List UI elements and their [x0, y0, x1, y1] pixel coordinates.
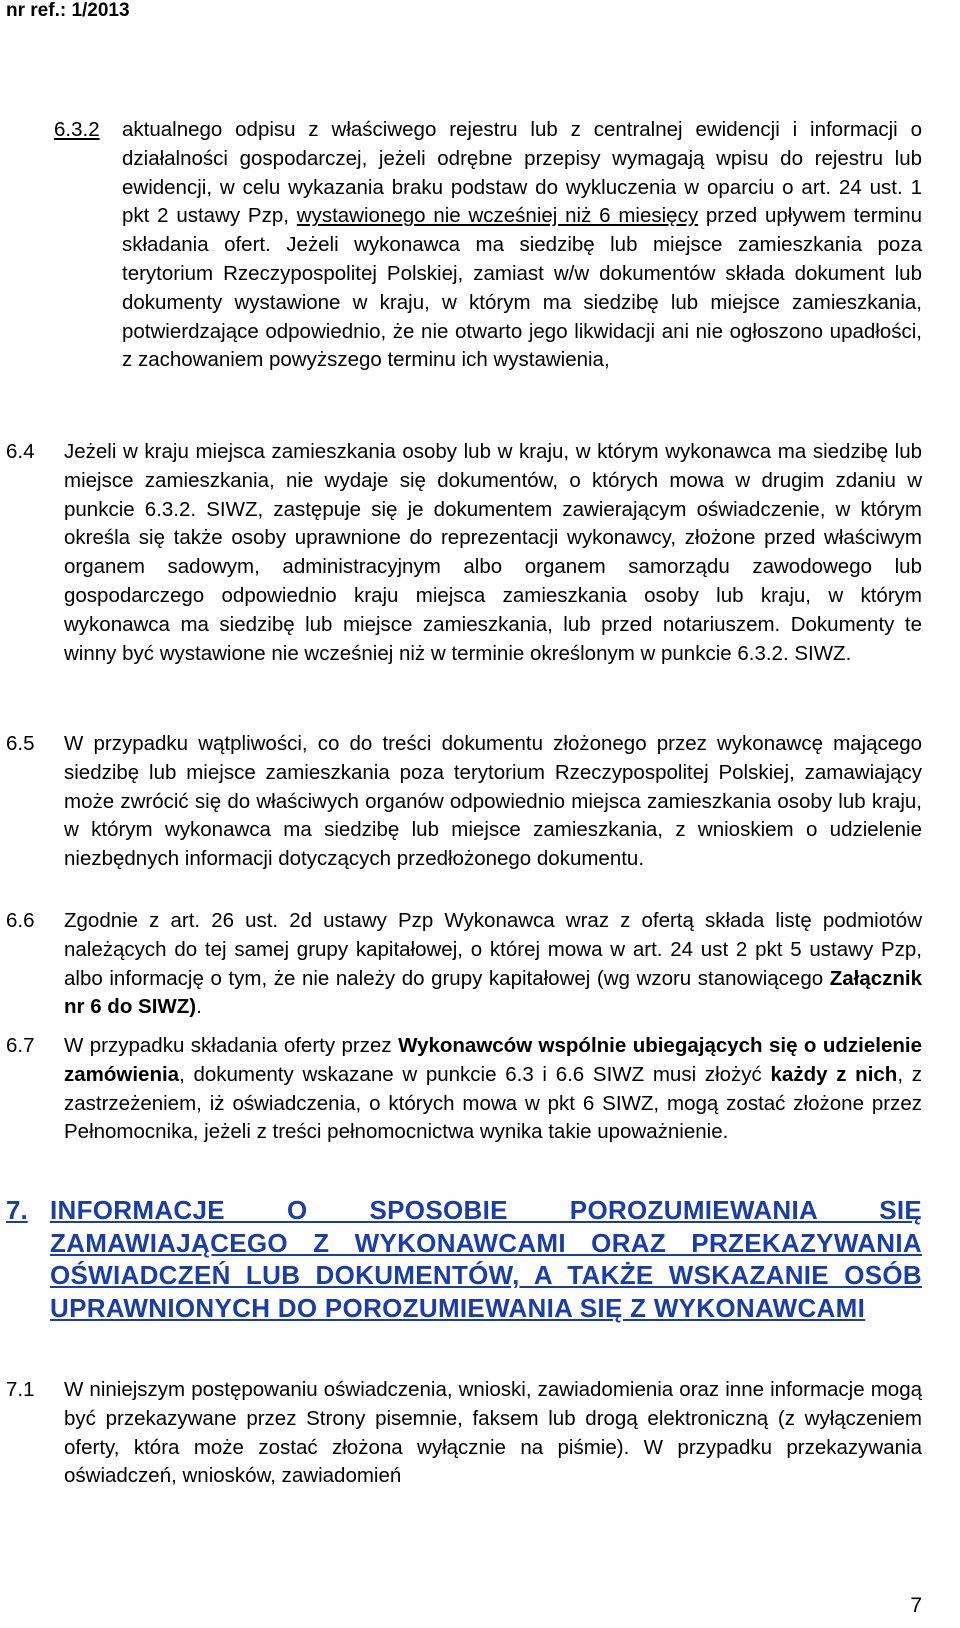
- section-number: 6.7: [6, 1034, 35, 1057]
- section-text: [64, 907, 922, 1022]
- heading-title: INFORMACJE O SPOSOBIE POROZUMIEWANIA SIĘ ZAMAWIAJĄCEGO Z WYKONAWCAMI ORAZ PRZEKAZYWANIA OŚWIADCZEŃ LUB DOKUMENTÓW, A TAKŻE WSKAZANIE OSÓB UPRAWNIONYCH DO POROZUMIEWANIA SIĘ Z WYKONAWCAMI: [50, 1195, 922, 1323]
- page-number: 7: [910, 1594, 922, 1617]
- section-text: [64, 1032, 922, 1147]
- section-number: 7.1: [6, 1378, 35, 1401]
- section-number: 6.5: [6, 732, 35, 755]
- section-text: W przypadku wątpliwości, co do treści dokumentu złożonego przez wykonawcę mającego siedzibę lub miejsce zamieszkania poza terytorium Rzeczypospolitej Polskiej, zamawiający może zwrócić się do właściwych organów odpowiednio miejsca zamieszkania osoby lub kraju, w którym wykonawca ma siedzibę lub miejsce zamieszkania, z wnioskiem o udzielenie niezbędnych informacji dotyczących przedłożonego dokumentu.: [64, 732, 922, 871]
- section-text: [122, 116, 922, 375]
- text-part: Zgodnie z art. 26 ust. 2d ustawy Pzp Wykonawca wraz z ofertą składa listę podmiotów należących do tej samej grupy kapitałowej, o której mowa w art. 24 ust 2 pkt 5 ustawy Pzp, albo informację o tym, że nie należy do grupy kapitałowej (wg wzoru stanowiącego: [64, 909, 922, 990]
- text-part: , z zastrzeżeniem, iż oświadczenia, o których mowa w pkt 6 SIWZ, mogą zostać złożone przez Pełnomocnika, jeżeli z treści pełnomocnictwa wynika takie upoważnienie.: [64, 1062, 922, 1144]
- section-6-4: [6, 438, 922, 668]
- section-number: 6.4: [6, 440, 35, 463]
- section-6-7: [6, 1032, 922, 1147]
- section-6-5: [6, 730, 922, 874]
- text-part: przed upływem terminu składania ofert. Jeżeli wykonawca ma siedzibę lub miejsce zamieszkania poza terytorium Rzeczypospolitej Polskiej, zamiast w/w dokumentów składa dokument lub dokumenty wystawione w kraju, w którym ma siedzibę lub miejsce zamieszkania, potwierdzające odpowiednio, że nie otwarto jego likwidacji ani nie ogłoszono upadłości, z zachowaniem powyższego terminu ich wystawienia,: [122, 204, 923, 372]
- heading-number: 7.: [6, 1195, 28, 1225]
- bold-text: Wykonawców wspólnie ubiegających się o udzielenie zamówienia: [64, 1034, 922, 1086]
- reference-number-header: nr ref.: 1/2013: [6, 0, 130, 21]
- section-number: 6.6: [6, 909, 35, 932]
- bold-text: Załącznik nr 6 do SIWZ): [64, 966, 922, 1019]
- underlined-text: wystawionego nie wcześniej niż 6 miesięcy: [296, 204, 699, 228]
- section-text: W niniejszym postępowaniu oświadczenia, wnioski, zawiadomienia oraz inne informacje mogą być przekazywane przez Strony pisemnie, faksem lub drogą elektroniczną (z wyłączeniem oferty, która może zostać złożona wyłącznie na piśmie). W przypadku przekazywania oświadczeń, wniosków, zawiadomień: [64, 1378, 922, 1488]
- section-number: 6.3.2: [54, 118, 100, 141]
- text-part: .: [196, 995, 202, 1019]
- bold-text: każdy z nich: [770, 1062, 898, 1086]
- section-6-3-2: [54, 116, 922, 375]
- section-7-1: [6, 1376, 922, 1491]
- text-part: , dokumenty wskazane w punkcie 6.3 i 6.6 SIWZ musi złożyć: [179, 1062, 771, 1086]
- text-part: aktualnego odpisu z właściwego rejestru lub z centralnej ewidencji i informacji o działalności gospodarczej, jeżeli odrębne przepisy wymagają wpisu do rejestru lub ewidencji, w celu wykazania braku podstaw do wykluczenia w oparciu o art. 24 ust. 1 pkt 2 ustawy Pzp,: [122, 118, 922, 228]
- section-text: Jeżeli w kraju miejsca zamieszkania osoby lub w kraju, w którym wykonawca ma siedzibę lub miejsce zamieszkania, nie wydaje się dokumentów, o których mowa w drugim zdaniu w punkcie 6.3.2. SIWZ, zastępuje się je dokumentem zawierającym oświadczenie, w którym określa się także osoby uprawnione do reprezentacji wykonawcy, złożone przed właściwym organem sadowym, administracyjnym albo organem samorządu zawodowego lub gospodarczego odpowiednio kraju miejsca zamieszkania osoby lub kraju, w którym wykonawca ma siedzibę lub miejsce zamieszkania, lub przed notariuszem. Dokumenty te winny być wystawione nie wcześniej niż w terminie określonym w punkcie 6.3.2. SIWZ.: [64, 440, 922, 665]
- section-6-6: [6, 907, 922, 1022]
- section-7-heading: [6, 1194, 922, 1324]
- text-part: W przypadku składania oferty przez: [64, 1034, 399, 1057]
